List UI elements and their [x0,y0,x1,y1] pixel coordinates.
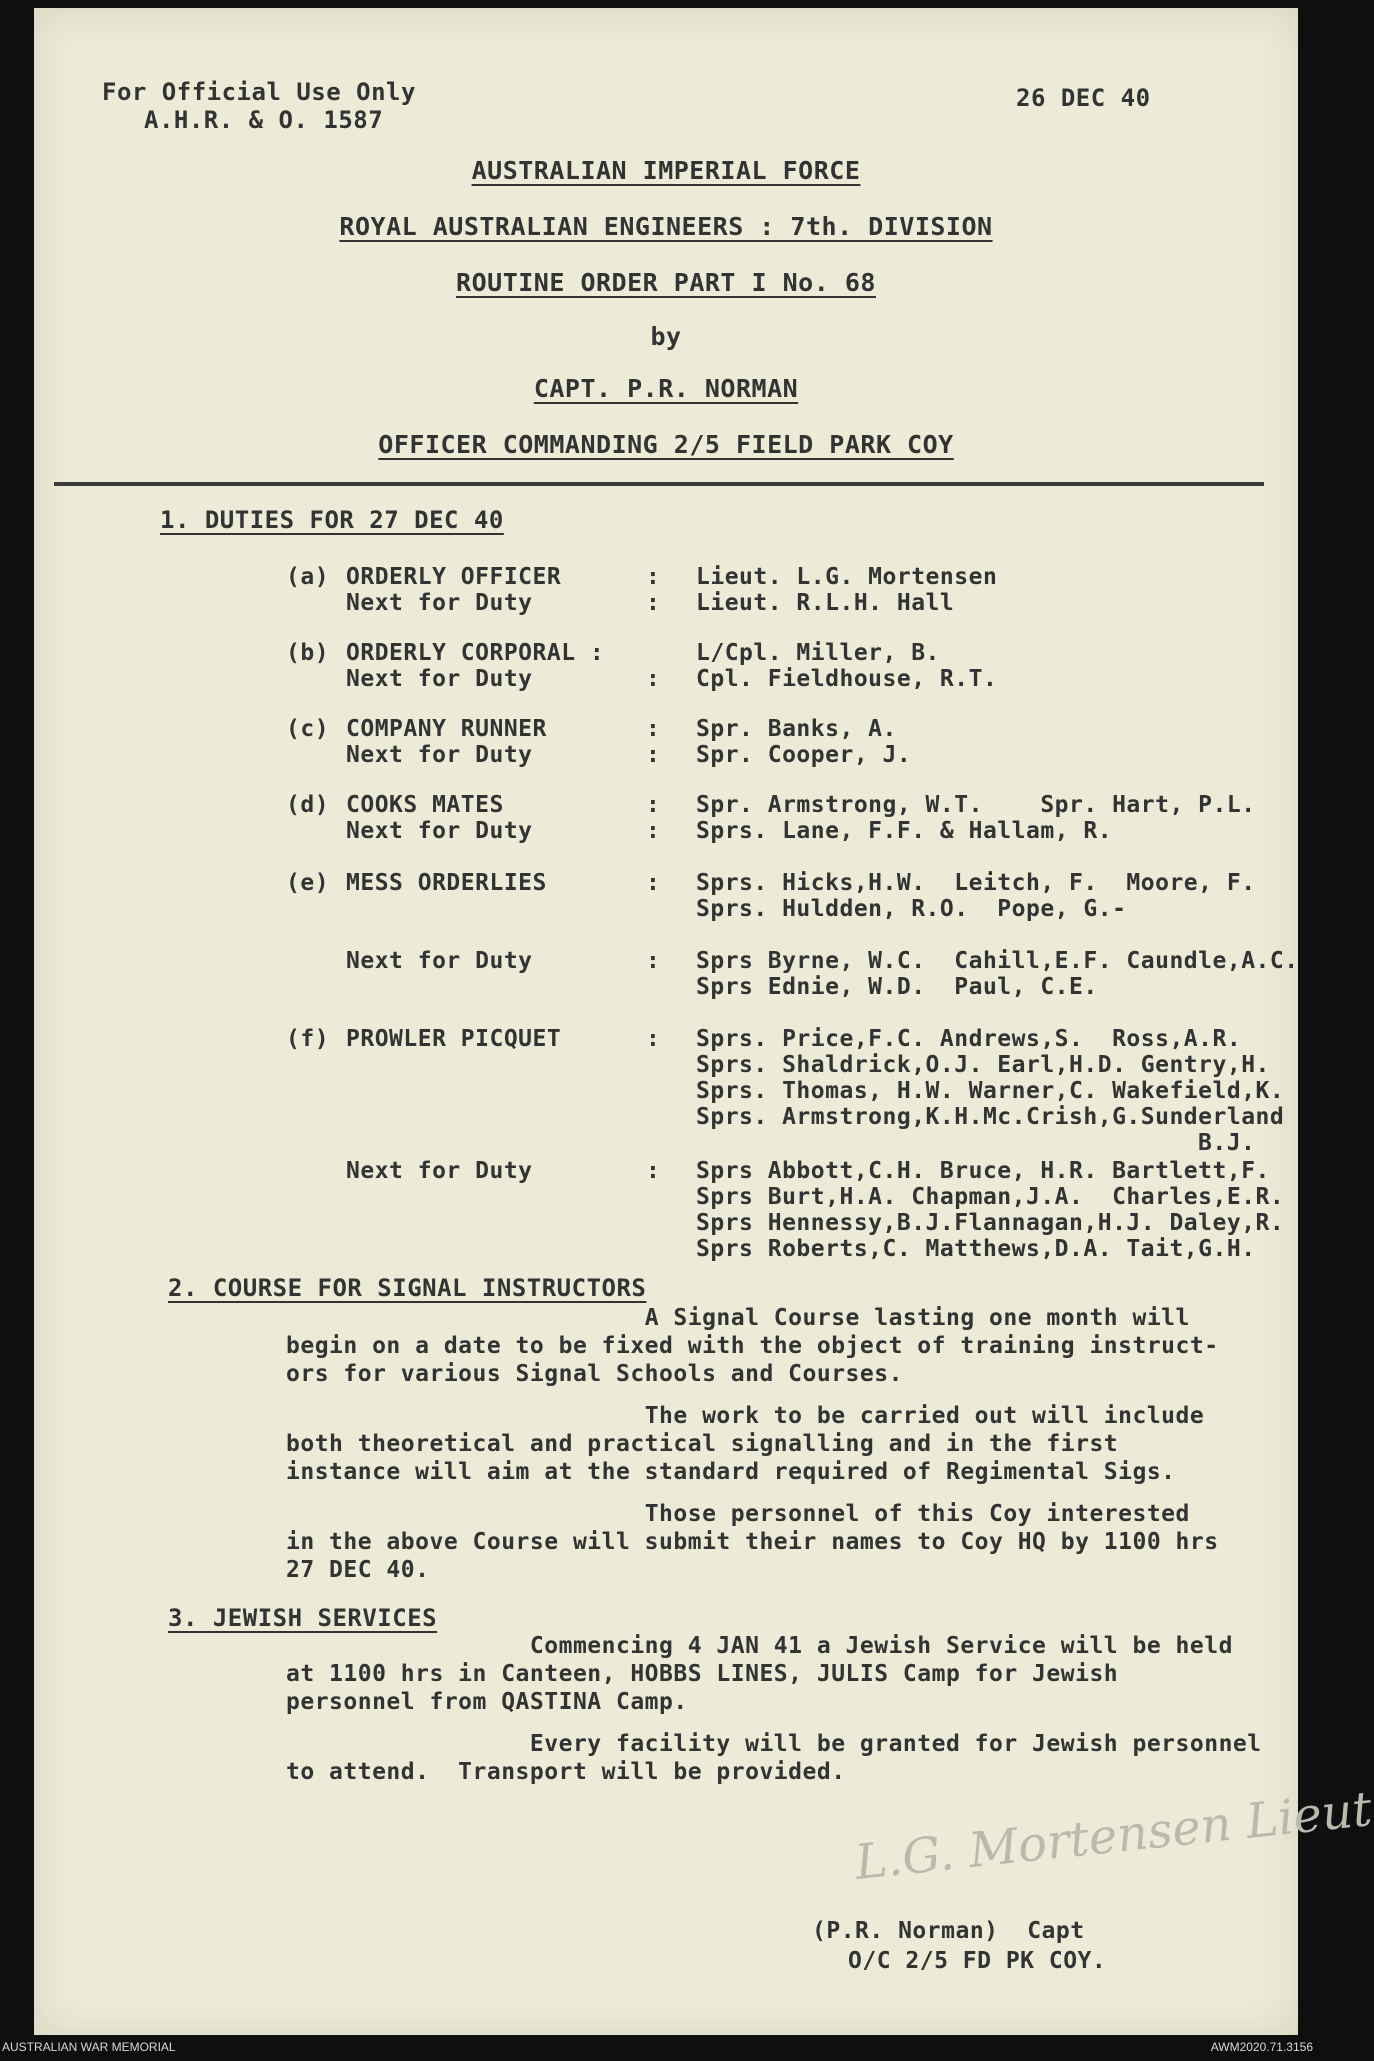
duty-next-role: Next for Duty [346,1158,533,1184]
duty-colon: : [646,1158,661,1184]
section-3-paragraph-2: Every facility will be granted for Jewish personnel to attend. Transport will be provided. [286,1731,1262,1785]
form-reference: A.H.R. & O. 1587 [144,106,384,134]
duty-next-name: Sprs Burt,H.A. Chapman,J.A. Charles,E.R. [696,1184,1285,1210]
duty-name: B.J. [1198,1130,1256,1156]
duty-next-role: Next for Duty [346,742,533,768]
footer-reference: AWM2020.71.3156 [1210,2040,1313,2054]
duty-role: ORDERLY CORPORAL : [346,640,605,666]
duty-name: Spr. Banks, A. [696,716,897,742]
footer-source: AUSTRALIAN WAR MEMORIAL [2,2040,176,2054]
duty-next-name: Sprs Hennessy,B.J.Flannagan,H.J. Daley,R. [696,1210,1285,1236]
duty-role: COMPANY RUNNER [346,716,547,742]
section-2-title: 2. COURSE FOR SIGNAL INSTRUCTORS [168,1274,647,1302]
section-2-paragraph-3: Those personnel of this Coy interested in the above Course will submit their names to Coy HQ by 1100 hrs 27 DEC 40. [286,1501,1219,1583]
document-page [34,8,1374,2035]
heading-routine-order: ROUTINE ORDER PART I No. 68 [456,268,876,297]
duty-name: Sprs. Huldden, R.O. Pope, G.- [696,896,1127,922]
duty-colon: : [646,666,661,692]
duty-role: COOKS MATES [346,792,504,818]
duty-colon: : [646,564,661,590]
heading-division: ROYAL AUSTRALIAN ENGINEERS : 7th. DIVISION [339,212,993,241]
duty-colon: : [646,1026,661,1052]
official-use-line: For Official Use Only [102,78,416,106]
signatory-unit: O/C 2/5 FD PK COY. [848,1948,1107,1974]
duty-colon: : [646,948,661,974]
duty-next-name: Sprs. Lane, F.F. & Hallam, R. [696,818,1113,844]
heading-by: by [650,322,682,351]
duty-next-role: Next for Duty [346,666,533,692]
duty-name: Sprs. Shaldrick,O.J. Earl,H.D. Gentry,H. [696,1052,1270,1078]
duty-next-role: Next for Duty [346,948,533,974]
duty-colon: : [646,870,661,896]
heading-captain: CAPT. P.R. NORMAN [533,374,799,403]
duty-next-role: Next for Duty [346,590,533,616]
section-3-paragraph-1: Commencing 4 JAN 41 a Jewish Service will be held at 1100 hrs in Canteen, HOBBS LINES, JULIS Camp for Jewish personnel from QASTINA Camp. [286,1633,1233,1715]
section-2-paragraph-2: The work to be carried out will include both theoretical and practical signalling and in the first instance will aim at the standard required of Regimental Sigs. [286,1403,1205,1485]
duty-tag: (d) [286,792,330,818]
duty-next-name: Lieut. R.L.H. Hall [696,590,955,616]
document-date: 26 DEC 40 [1016,84,1151,112]
section-2-paragraph-1: A Signal Course lasting one month will begin on a date to be fixed with the object of training instruct- ors for various Signal Schools and Courses. [286,1305,1219,1387]
duty-name: Sprs. Armstrong,K.H.Mc.Crish,G.Sunderland [696,1104,1285,1130]
signatory-name: (P.R. Norman) Capt [812,1918,1085,1944]
duty-name: Spr. Armstrong, W.T. Spr. Hart, P.L. [696,792,1256,818]
duty-next-name: Sprs Roberts,C. Matthews,D.A. Tait,G.H. [696,1236,1256,1262]
duty-name: Lieut. L.G. Mortensen [696,564,998,590]
duty-role: PROWLER PICQUET [346,1026,562,1052]
duty-name: L/Cpl. Miller, B. [696,640,940,666]
duty-name: Sprs. Thomas, H.W. Warner,C. Wakefield,K. [696,1078,1285,1104]
duty-next-role: Next for Duty [346,818,533,844]
duty-next-name: Sprs Ednie, W.D. Paul, C.E. [696,974,1098,1000]
duty-next-name: Sprs Abbott,C.H. Bruce, H.R. Bartlett,F. [696,1158,1270,1184]
duty-next-name: Cpl. Fieldhouse, R.T. [696,666,998,692]
section-3-title: 3. JEWISH SERVICES [168,1604,438,1632]
duty-next-name: Sprs Byrne, W.C. Cahill,E.F. Caundle,A.C. [696,948,1299,974]
duty-colon: : [646,792,661,818]
section-1-title: 1. DUTIES FOR 27 DEC 40 [160,506,504,534]
heading-force: AUSTRALIAN IMPERIAL FORCE [471,156,861,185]
duty-tag: (b) [286,640,330,666]
duty-name: Sprs. Hicks,H.W. Leitch, F. Moore, F. [696,870,1256,896]
duty-colon: : [646,818,661,844]
duty-next-name: Spr. Cooper, J. [696,742,912,768]
duty-tag: (f) [286,1026,330,1052]
duty-tag: (c) [286,716,330,742]
duty-colon: : [646,716,661,742]
duty-role: ORDERLY OFFICER [346,564,562,590]
duty-name: Sprs. Price,F.C. Andrews,S. Ross,A.R. [696,1026,1242,1052]
header-divider [54,482,1264,486]
duty-colon: : [646,742,661,768]
handwritten-signature: L.G. Mortensen Lieut [852,1781,1374,1891]
duty-tag: (a) [286,564,330,590]
duty-colon: : [646,590,661,616]
duty-role: MESS ORDERLIES [346,870,547,896]
heading-officer-commanding: OFFICER COMMANDING 2/5 FIELD PARK COY [378,430,954,459]
duty-tag: (e) [286,870,330,896]
